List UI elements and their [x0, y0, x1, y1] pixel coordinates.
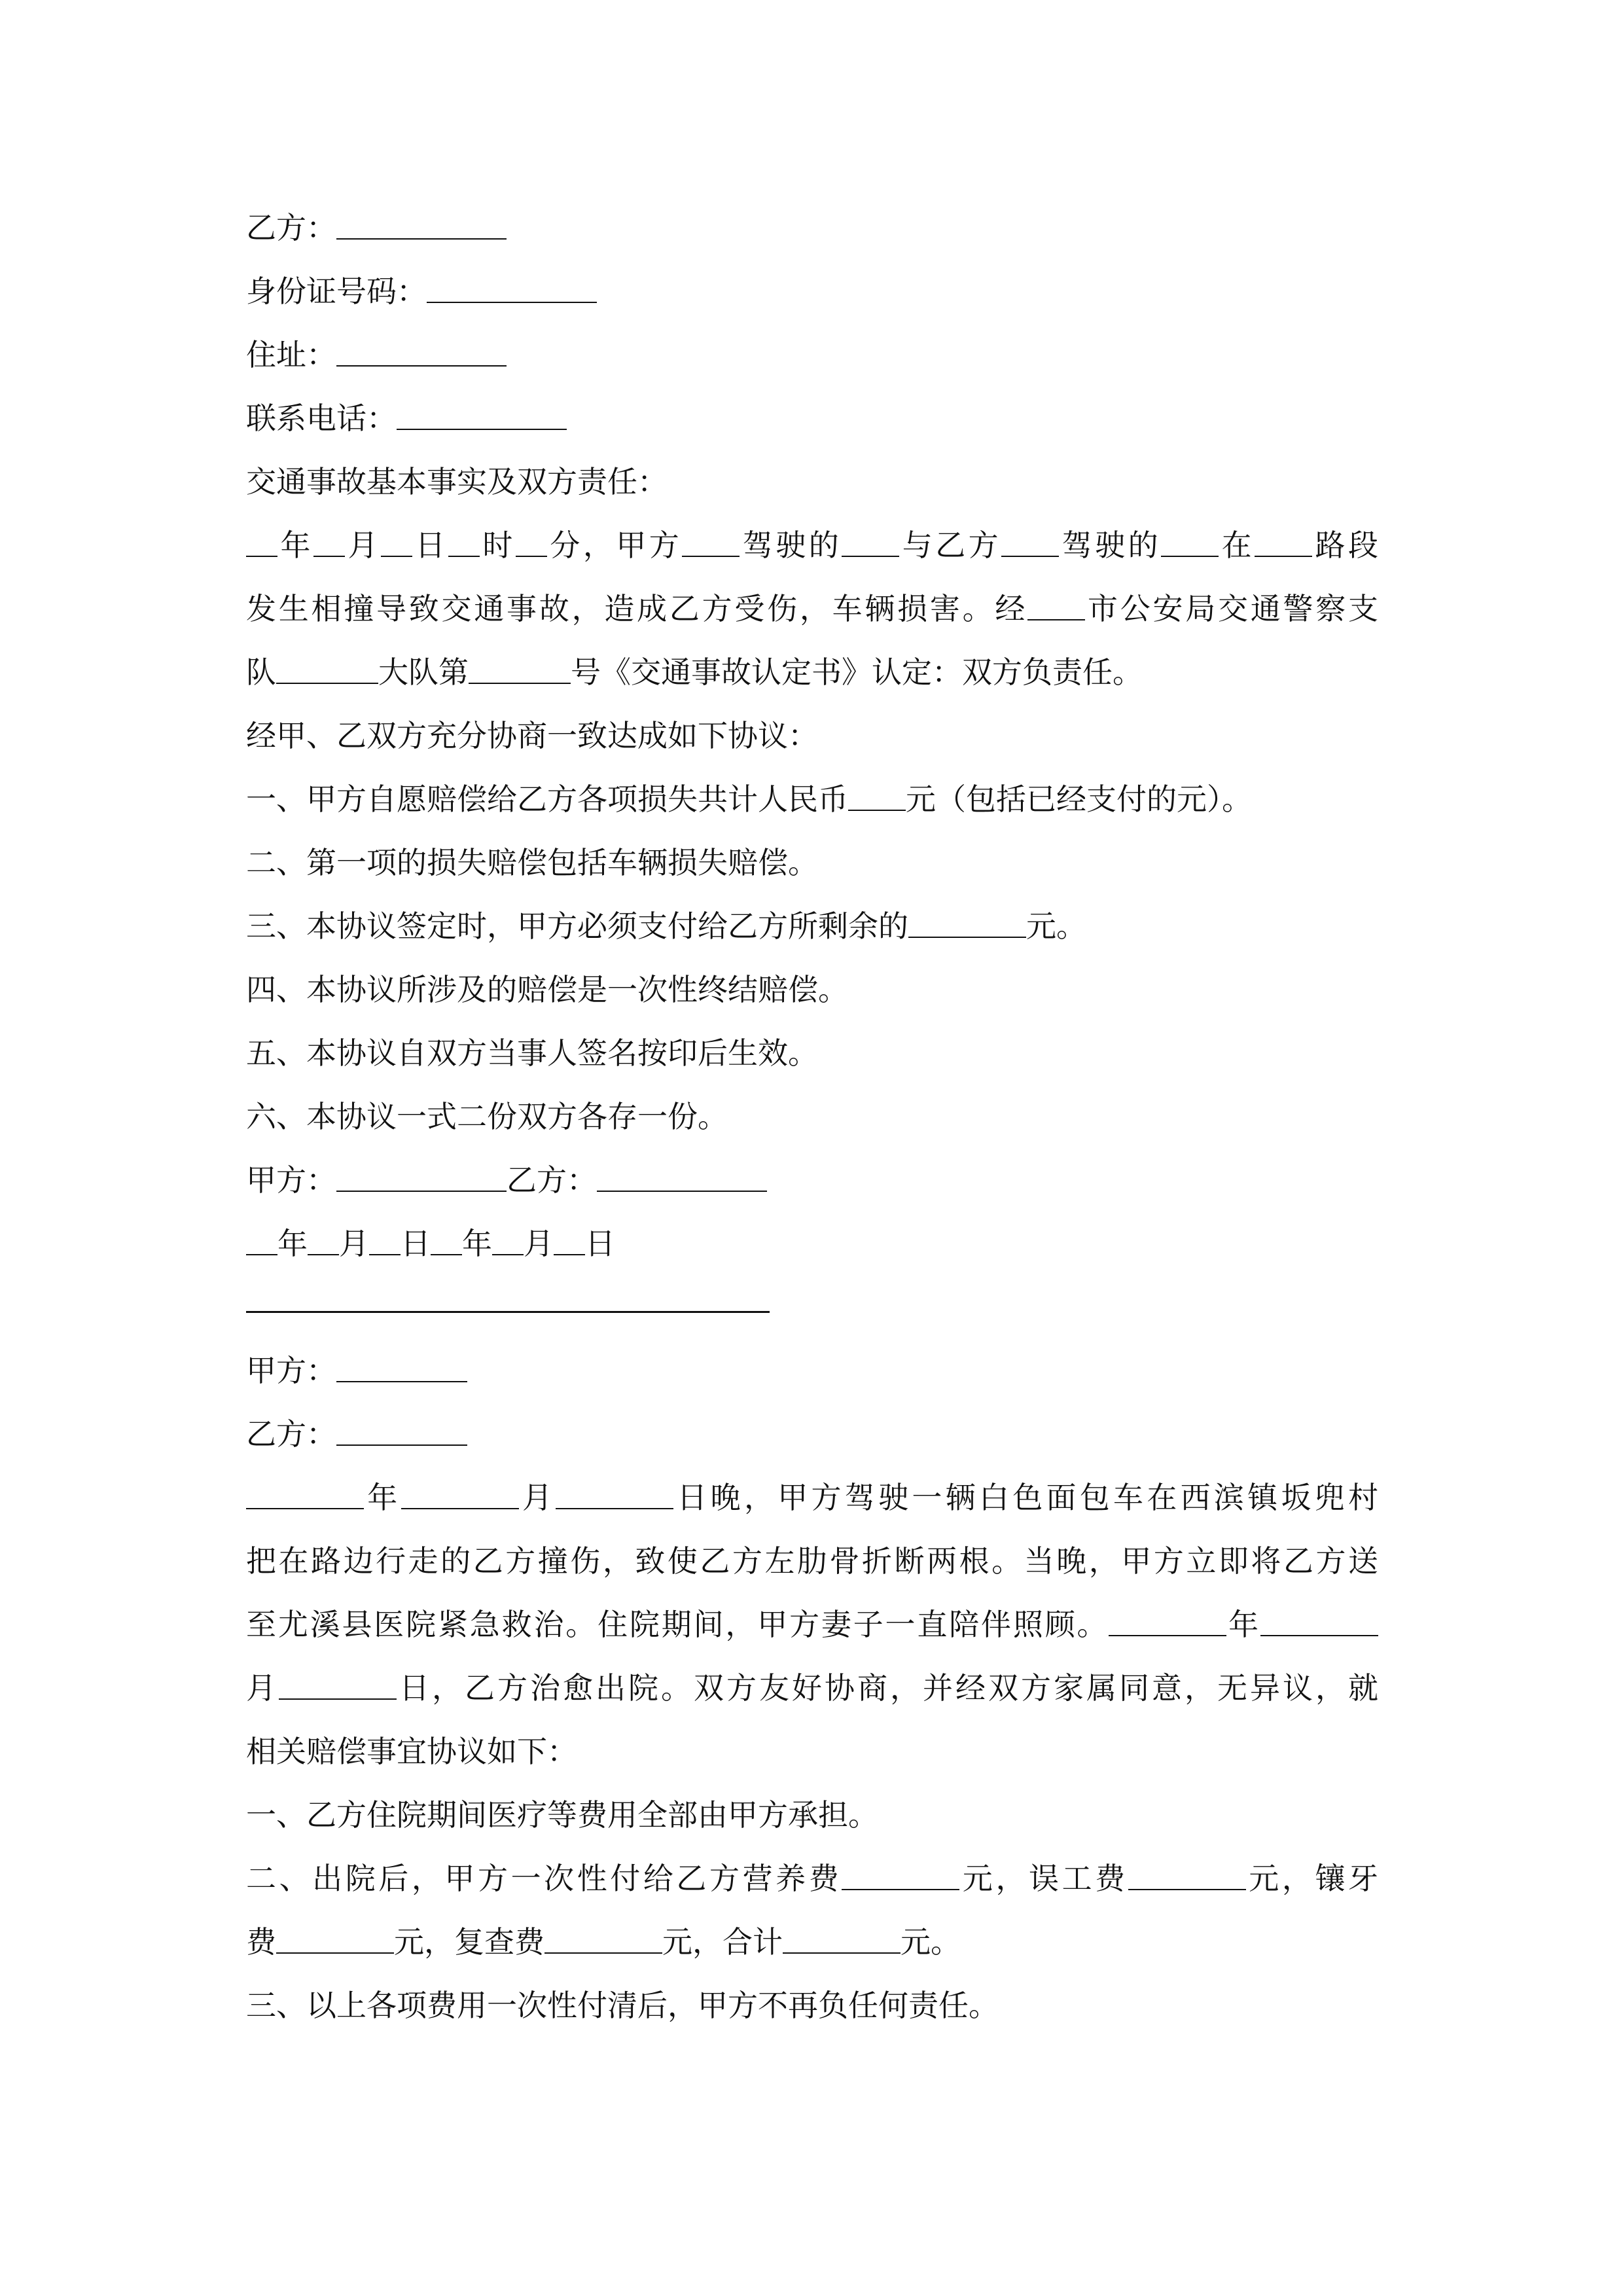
accident-day-blank[interactable]: [556, 1478, 673, 1509]
address-blank[interactable]: [336, 335, 507, 367]
facts-heading: 交通事故基本事实及双方责任：: [246, 464, 668, 499]
date-b-year: 年: [462, 1226, 492, 1261]
address-line: [246, 323, 1378, 387]
facts-line-3-b: 大队第: [378, 655, 469, 690]
clause-1-b: 元（包括已经支付的元）。: [906, 781, 1252, 817]
party-b-label: 乙方：: [246, 210, 336, 245]
second-para-line-4: [246, 1657, 1378, 1720]
facts-line-2-text: 发生相撞导致交通事故，造成乙方受伤，车辆损害。经: [246, 591, 1028, 626]
facts-line-3-c: 号《交通事故认定书》认定：双方负责任。: [571, 655, 1143, 690]
agreement-intro: 经甲、乙双方充分协商一致达成如下协议：: [246, 718, 818, 753]
at-label: 在: [1219, 528, 1255, 563]
accident-month-label: 月: [518, 1480, 556, 1515]
address-label: 住址：: [246, 337, 336, 372]
vehicle-a-blank[interactable]: [682, 526, 740, 557]
clause-1: [246, 768, 1378, 831]
sign-b-label: 乙方：: [507, 1162, 597, 1198]
date-a-day-blank[interactable]: [369, 1224, 401, 1255]
clause-5: 五、本协议自双方当事人签名按印后生效。: [246, 1035, 818, 1071]
with-b-label: 与乙方: [899, 528, 1002, 563]
id-number-line: [246, 260, 1378, 323]
hour-blank[interactable]: [448, 526, 480, 557]
party-b-line: [246, 196, 1378, 260]
date-b-month-blank[interactable]: [492, 1224, 524, 1255]
vehicle-a-type-blank[interactable]: [842, 526, 899, 557]
second-party-b-label: 乙方：: [246, 1416, 336, 1452]
id-number-label: 身份证号码：: [246, 274, 427, 309]
dental-fee-label: 费: [246, 1924, 276, 1960]
second-party-a-label: 甲方：: [246, 1353, 336, 1388]
clause-3-a: 三、本协议签定时，甲方必须支付给乙方所剩余的: [246, 908, 908, 944]
accident-month-blank[interactable]: [401, 1478, 519, 1509]
facts-line-1: [246, 514, 1378, 577]
document-page: [246, 196, 1378, 2037]
drive2-label: 驾驶的: [1059, 528, 1162, 563]
second-party-b-blank[interactable]: [336, 1414, 467, 1446]
lost-wages-blank[interactable]: [1128, 1859, 1246, 1890]
clause-4: 四、本协议所涉及的赔偿是一次性终结赔偿。: [246, 972, 848, 1007]
second-party-a-line: [246, 1339, 1378, 1403]
recheck-fee-blank[interactable]: [544, 1922, 662, 1954]
date-a-day: 日: [401, 1226, 431, 1261]
second-clause-3: 三、以上各项费用一次性付清后，甲方不再负任何责任。: [246, 1988, 999, 2023]
total-unit: 元。: [901, 1924, 961, 1960]
minute-label: 分，甲方: [546, 528, 683, 563]
second-clause-2-line-1: [246, 1847, 1378, 1910]
signature-line: [246, 1149, 1378, 1212]
month-label: 月: [344, 528, 381, 563]
second-para-line-3: [246, 1593, 1378, 1657]
vehicle-b-type-blank[interactable]: [1161, 526, 1219, 557]
id-number-blank[interactable]: [427, 272, 597, 303]
date-b-day-blank[interactable]: [554, 1224, 585, 1255]
date-a-year: 年: [277, 1226, 308, 1261]
facts-line-2-end: 市公安局交通警察支: [1085, 591, 1379, 626]
nutrition-fee-blank[interactable]: [842, 1859, 959, 1890]
discharge-month-label: 月: [246, 1670, 279, 1706]
date-b-day: 日: [585, 1226, 615, 1261]
date-line: [246, 1212, 1378, 1276]
sign-a-label: 甲方：: [246, 1162, 336, 1198]
lost-wages-label: 元，误工费: [959, 1861, 1128, 1896]
year-label: 年: [277, 528, 313, 563]
second-clause-2-line-2: [246, 1910, 1378, 1974]
phone-label: 联系电话：: [246, 401, 397, 436]
date-a-month: 月: [339, 1226, 369, 1261]
discharge-month-lead-blank[interactable]: [1260, 1605, 1378, 1636]
second-party-a-blank[interactable]: [336, 1351, 467, 1382]
day-blank[interactable]: [381, 526, 412, 557]
total-blank[interactable]: [783, 1922, 901, 1954]
report-number-blank[interactable]: [469, 653, 571, 684]
section-divider: [246, 1276, 1378, 1339]
discharge-year-blank[interactable]: [1109, 1605, 1226, 1636]
phone-blank[interactable]: [397, 399, 567, 430]
second-para-line-2: 把在路边行走的乙方撞伤，致使乙方左肋骨折断两根。当晚，甲方立即将乙方送: [246, 1543, 1378, 1579]
discharge-day-blank[interactable]: [279, 1668, 397, 1700]
sign-b-blank[interactable]: [597, 1160, 767, 1192]
brigade-blank[interactable]: [276, 653, 378, 684]
recheck-fee-label: 元，复查费: [394, 1924, 544, 1960]
accident-year-blank[interactable]: [246, 1478, 364, 1509]
clause-2: 二、第一项的损失赔偿包括车辆损失赔偿。: [246, 845, 818, 880]
sign-a-blank[interactable]: [336, 1160, 507, 1192]
date-b-month: 月: [524, 1226, 554, 1261]
vehicle-b-blank[interactable]: [1001, 526, 1059, 557]
remaining-amount-blank[interactable]: [908, 906, 1026, 938]
date-a-year-blank[interactable]: [246, 1224, 277, 1255]
second-clause-1: 一、乙方住院期间医疗等费用全部由甲方承担。: [246, 1797, 878, 1833]
dental-fee-blank[interactable]: [276, 1922, 394, 1954]
minute-blank[interactable]: [516, 526, 547, 557]
second-para-line-3-text: 至尤溪县医院紧急救治。住院期间，甲方妻子一直陪伴照顾。: [246, 1607, 1109, 1642]
clause-6: 六、本协议一式二份双方各存一份。: [246, 1099, 728, 1134]
party-b-blank[interactable]: [336, 208, 507, 240]
accident-year-label: 年: [364, 1480, 401, 1515]
facts-line-3: [246, 641, 1378, 704]
facts-line-2: [246, 577, 1378, 641]
clause-3: [246, 895, 1378, 958]
road-label: 路段: [1312, 528, 1379, 563]
hour-label: 时: [479, 528, 516, 563]
nutrition-fee-label: 二、出院后，甲方一次性付给乙方营养费: [246, 1861, 842, 1896]
road-blank[interactable]: [1255, 526, 1312, 557]
drive1-label: 驾驶的: [740, 528, 842, 563]
total-label: 元，合计: [662, 1924, 783, 1960]
second-para-line-1: [246, 1466, 1378, 1530]
city-blank[interactable]: [1027, 589, 1085, 620]
second-party-b-line: [246, 1403, 1378, 1466]
divider-bar: [246, 1311, 770, 1313]
accident-day-text: 日晚，甲方驾驶一辆白色面包车在西滨镇坂兜村: [673, 1480, 1379, 1515]
facts-line-3-a: 队: [246, 655, 276, 690]
second-para-line-5: 相关赔偿事宜协议如下：: [246, 1734, 577, 1769]
discharge-year-label: 年: [1226, 1607, 1261, 1642]
day-label: 日: [412, 528, 448, 563]
clause-1-a: 一、甲方自愿赔偿给乙方各项损失共计人民币: [246, 781, 848, 817]
clause-3-b: 元。: [1026, 908, 1086, 944]
compensation-amount-blank[interactable]: [848, 780, 906, 811]
month-blank[interactable]: [313, 526, 345, 557]
year-blank[interactable]: [246, 526, 277, 557]
second-para-line-4-text: 日，乙方治愈出院。双方友好协商，并经双方家属同意，无异议，就: [397, 1670, 1378, 1706]
date-b-year-blank[interactable]: [431, 1224, 462, 1255]
phone-line: [246, 387, 1378, 450]
date-a-month-blank[interactable]: [308, 1224, 339, 1255]
dental-label: 元，镶牙: [1245, 1861, 1379, 1896]
